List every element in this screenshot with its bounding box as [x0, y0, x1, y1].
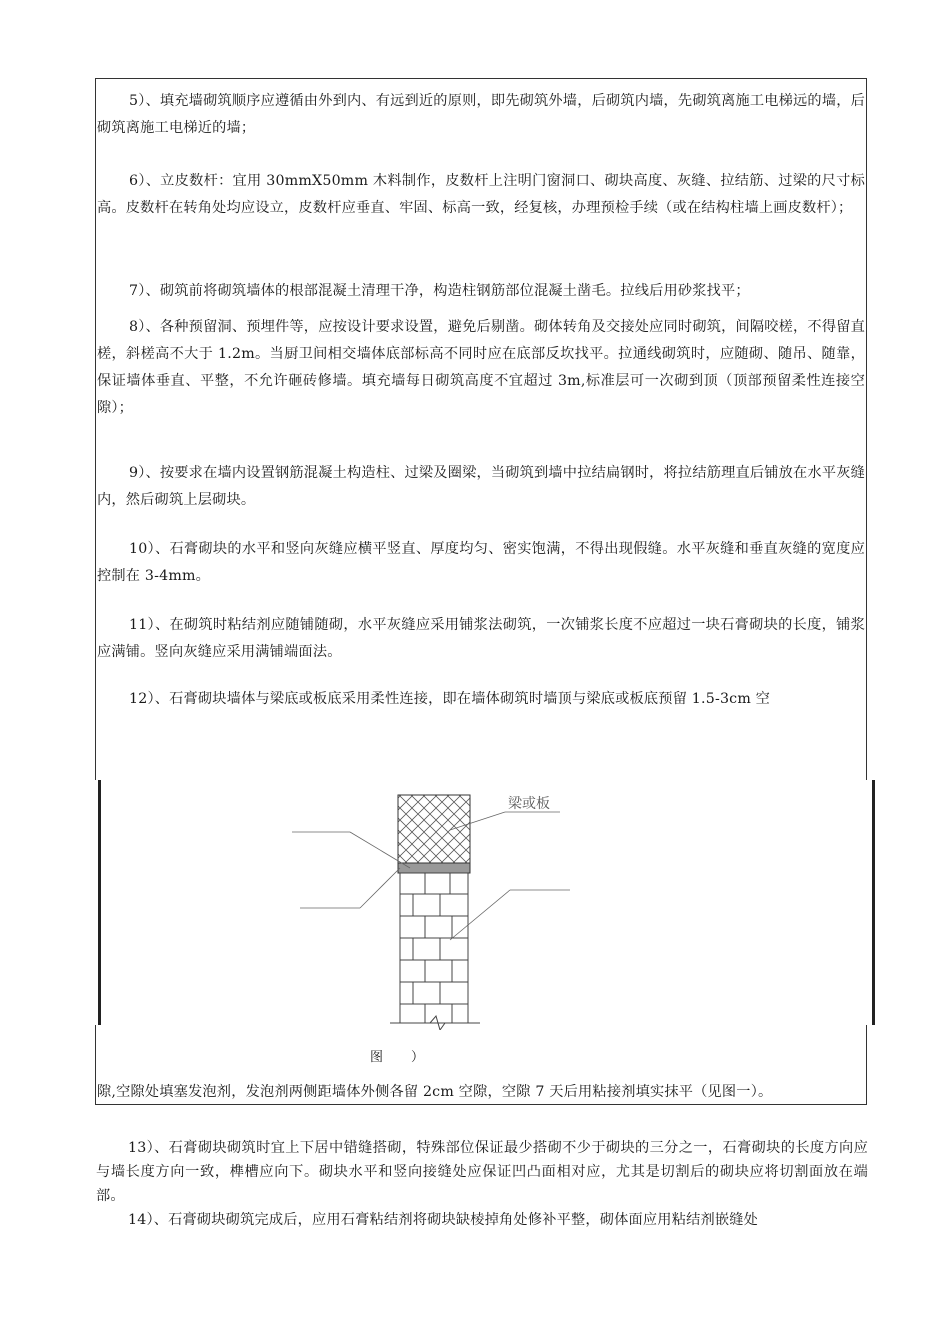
table-border-right-lower: [866, 1025, 867, 1105]
figure-caption: [370, 1046, 452, 1065]
table-border-left: [95, 78, 96, 780]
table-border-left-thick: [98, 780, 101, 1025]
figure-caption-left: 图: [370, 1050, 412, 1065]
paragraph-9: 9）、按要求在墙内设置钢筋混凝土构造柱、过梁及圈梁，当砌筑到墙中拉结扁钢时，将拉结筋理直后铺放在水平灰缝内，然后砌筑上层砌块。: [97, 465, 865, 508]
beam-block: [398, 795, 470, 863]
wall-section-figure: [280, 790, 580, 1030]
figure-caption-right: ）: [411, 1050, 453, 1065]
table-border-left-lower: [95, 1025, 96, 1105]
paragraph-6: 6）、立皮数杆：宜用 30mmX50mm 木料制作，皮数杆上注明门窗洞口、砌块高度、灰缝、拉结筋、过梁的尺寸标高。皮数杆在转角处均应设立，皮数杆应垂直、牢固、标高一致，经复核，办理预检手续（或在结构柱墙上画皮数杆）；: [97, 173, 865, 216]
paragraph-12-continued: 隙,空隙处填塞发泡剂，发泡剂两侧距墙体外侧各留 2cm 空隙，空隙 7 天后用粘接剂填实抹平（见图一）。: [97, 1084, 773, 1100]
table-border-bottom: [95, 1104, 867, 1105]
paragraph-13: 13）、石膏砌块砌筑时宜上下居中错缝搭砌，特殊部位保证最少搭砌不少于砌块的三分之一，石膏砌块的长度方向应与墙长度方向一致，榫槽应向下。砌块水平和竖向接缝处应保证凹凸面相对应，尤其是切割后的砌块应将切割面放在端部。: [96, 1140, 868, 1204]
wall-blocks: [400, 873, 468, 1023]
paragraph-12: 12）、石膏砌块墙体与梁底或板底采用柔性连接，即在墙体砌筑时墙顶与梁底或板底预留 1.5-3cm 空: [129, 691, 771, 707]
paragraph-14: 14）、石膏砌块砌筑完成后，应用石膏粘结剂将砌块缺棱掉角处修补平整，砌体面应用粘结剂嵌缝处: [128, 1212, 759, 1228]
foam-layer: [398, 863, 470, 873]
paragraph-11: 11）、在砌筑时粘结剂应随铺随砌，水平灰缝应采用铺浆法砌筑，一次铺浆长度不应超过一块石膏砌块的长度，铺浆应满铺。竖向灰缝应采用满铺端面法。: [97, 617, 865, 660]
table-border-right: [866, 78, 867, 780]
table-border-top: [95, 78, 867, 79]
paragraph-8: 8）、各种预留洞、预埋件等，应按设计要求设置，避免后剔凿。砌体转角及交接处应同时砌筑，间隔咬槎，不得留直槎，斜槎高不大于 1.2m。当厨卫间相交墙体底部标高不同时应在底部反坎找平。拉通线砌筑时，应随砌、随吊、随靠，保证墙体垂直、平整，不允许砸砖修墙。填充墙每日砌筑高度不宜超过 3m,标准层可一次砌到顶（顶部预留柔性连接空隙）；: [97, 319, 865, 416]
paragraph-5: 5）、填充墙砌筑顺序应遵循由外到内、有远到近的原则，即先砌筑外墙，后砌筑内墙，先砌筑离施工电梯远的墙，后砌筑离施工电梯近的墙；: [97, 93, 865, 136]
table-border-right-thick: [872, 780, 875, 1025]
beam-label: 梁或板: [508, 796, 550, 812]
paragraph-7: 7）、砌筑前将砌筑墙体的根部混凝土清理干净，构造柱钢筋部位混凝土凿毛。拉线后用砂浆找平；: [129, 283, 750, 299]
paragraph-10: 10）、石膏砌块的水平和竖向灰缝应横平竖直、厚度均匀、密实饱满，不得出现假缝。水平灰缝和垂直灰缝的宽度应控制在 3-4mm。: [97, 541, 865, 584]
